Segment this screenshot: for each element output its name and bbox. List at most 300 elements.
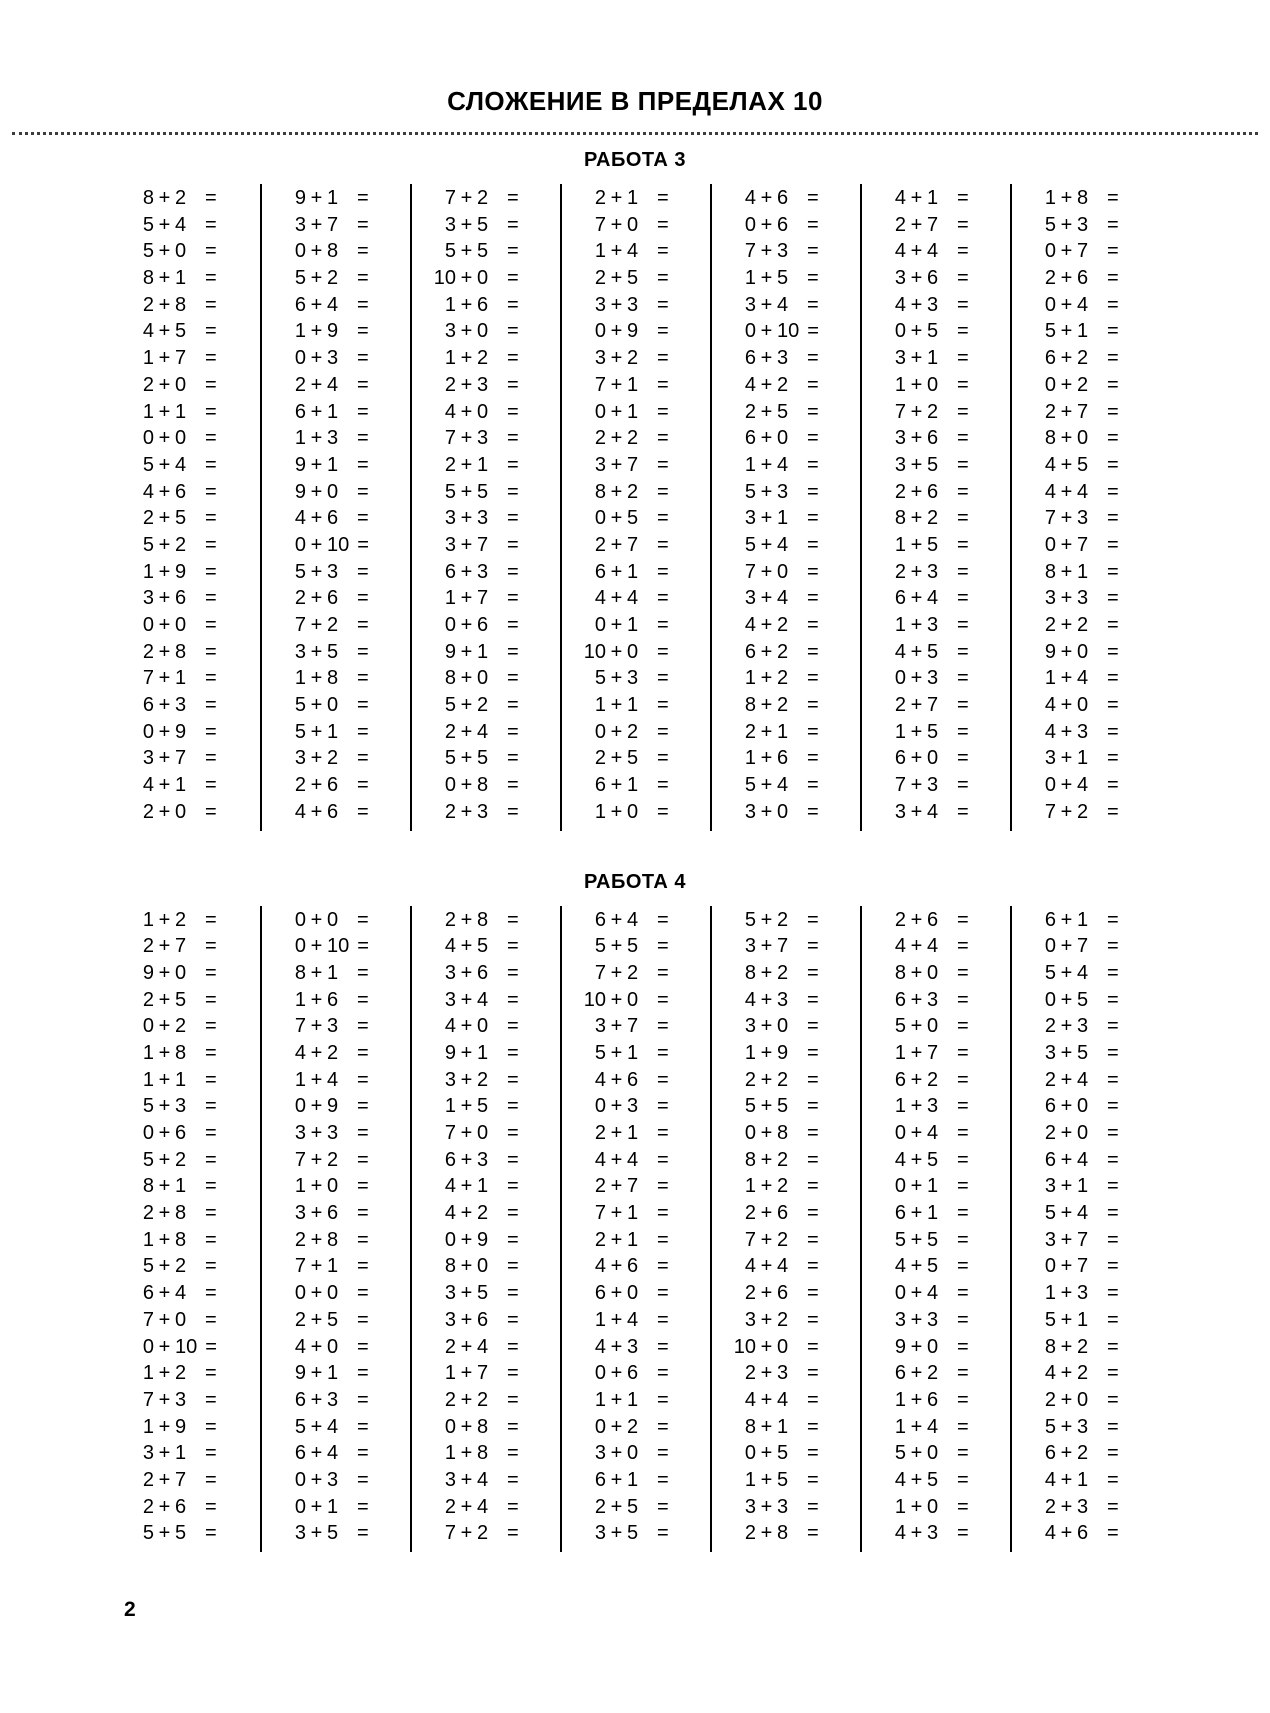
operand-a: 3 bbox=[294, 747, 306, 770]
operand-a: 6 bbox=[444, 1148, 456, 1171]
equals-sign: = bbox=[205, 267, 217, 290]
equals-sign: = bbox=[1107, 480, 1119, 503]
equals-sign: = bbox=[357, 1068, 369, 1091]
plus-operator: + bbox=[610, 1068, 623, 1091]
plus-operator: + bbox=[158, 213, 171, 236]
plus-operator: + bbox=[610, 240, 623, 263]
operand-b: 2 bbox=[477, 347, 489, 370]
equals-sign: = bbox=[657, 1228, 669, 1251]
equals-sign: = bbox=[357, 774, 369, 797]
operand-a: 3 bbox=[594, 1442, 606, 1465]
operand-a: 1 bbox=[444, 347, 456, 370]
equals-sign: = bbox=[507, 694, 519, 717]
equals-sign: = bbox=[807, 961, 819, 984]
operand-a: 1 bbox=[142, 1415, 154, 1438]
operand-b: 0 bbox=[627, 800, 639, 823]
plus-operator: + bbox=[158, 667, 171, 690]
exercise bbox=[576, 347, 710, 374]
operand-b: 4 bbox=[327, 1442, 339, 1465]
equals-sign: = bbox=[807, 800, 819, 823]
plus-operator: + bbox=[610, 1282, 623, 1305]
exercise bbox=[426, 1389, 560, 1416]
exercise bbox=[1026, 294, 1160, 321]
plus-operator: + bbox=[910, 587, 923, 610]
equals-sign: = bbox=[657, 533, 669, 556]
exercise bbox=[124, 587, 260, 614]
exercise bbox=[876, 1175, 1010, 1202]
operand-a: 2 bbox=[1044, 1068, 1056, 1091]
operand-a: 9 bbox=[894, 1335, 906, 1358]
operand-b: 4 bbox=[927, 935, 939, 958]
plus-operator: + bbox=[610, 1015, 623, 1038]
operand-b: 0 bbox=[175, 1308, 187, 1331]
operand-a: 5 bbox=[894, 1228, 906, 1251]
exercise bbox=[876, 1255, 1010, 1282]
operand-b: 3 bbox=[1077, 507, 1089, 530]
equals-sign: = bbox=[957, 1202, 969, 1225]
operand-b: 3 bbox=[1077, 1415, 1089, 1438]
exercise bbox=[124, 1496, 260, 1523]
operand-b: 1 bbox=[1077, 560, 1089, 583]
equals-sign: = bbox=[1107, 507, 1119, 530]
operand-a: 4 bbox=[444, 1175, 456, 1198]
operand-a: 7 bbox=[1044, 800, 1056, 823]
exercise bbox=[124, 1362, 260, 1389]
operand-a: 7 bbox=[444, 427, 456, 450]
exercise bbox=[876, 641, 1010, 668]
operand-b: 3 bbox=[777, 240, 789, 263]
exercise bbox=[276, 962, 410, 989]
exercise bbox=[426, 1442, 560, 1469]
operand-a: 2 bbox=[444, 1495, 456, 1518]
equals-sign: = bbox=[957, 587, 969, 610]
equals-sign: = bbox=[957, 988, 969, 1011]
exercise-column bbox=[260, 906, 410, 1553]
plus-operator: + bbox=[460, 1468, 473, 1491]
exercise bbox=[876, 267, 1010, 294]
operand-a: 9 bbox=[294, 480, 306, 503]
operand-b: 6 bbox=[175, 480, 187, 503]
equals-sign: = bbox=[657, 400, 669, 423]
exercise bbox=[576, 1522, 710, 1549]
operand-a: 0 bbox=[142, 1122, 154, 1144]
equals-sign: = bbox=[507, 293, 519, 316]
equals-sign: = bbox=[657, 747, 669, 770]
operand-b: 3 bbox=[1077, 1015, 1089, 1038]
equals-sign: = bbox=[357, 373, 369, 396]
operand-a: 5 bbox=[294, 1415, 306, 1438]
plus-operator: + bbox=[1060, 800, 1073, 823]
operand-b: 4 bbox=[627, 240, 639, 263]
plus-operator: + bbox=[310, 694, 323, 717]
exercise bbox=[426, 561, 560, 588]
plus-operator: + bbox=[460, 747, 473, 770]
operand-a: 0 bbox=[294, 935, 306, 958]
equals-sign: = bbox=[205, 720, 217, 743]
operand-b: 4 bbox=[1077, 1148, 1089, 1171]
operand-a: 8 bbox=[744, 1148, 756, 1171]
exercise bbox=[876, 294, 1010, 321]
equals-sign: = bbox=[957, 1495, 969, 1518]
operand-a: 2 bbox=[594, 1122, 606, 1144]
exercise bbox=[876, 935, 1010, 962]
plus-operator: + bbox=[910, 694, 923, 717]
equals-sign: = bbox=[807, 1308, 819, 1331]
operand-b: 1 bbox=[627, 694, 639, 717]
operand-a: 1 bbox=[444, 1095, 456, 1118]
exercise bbox=[726, 1069, 860, 1096]
plus-operator: + bbox=[460, 507, 473, 530]
plus-operator: + bbox=[910, 1148, 923, 1171]
plus-operator: + bbox=[460, 213, 473, 236]
operand-a: 7 bbox=[594, 1202, 606, 1225]
operand-b: 5 bbox=[627, 935, 639, 958]
operand-a: 0 bbox=[294, 1495, 306, 1518]
plus-operator: + bbox=[158, 1255, 171, 1278]
equals-sign: = bbox=[957, 507, 969, 530]
plus-operator: + bbox=[460, 373, 473, 396]
exercise bbox=[276, 721, 410, 748]
operand-b: 9 bbox=[327, 320, 339, 343]
plus-operator: + bbox=[910, 935, 923, 958]
exercise bbox=[1026, 1202, 1160, 1229]
equals-sign: = bbox=[957, 614, 969, 636]
operand-b: 4 bbox=[327, 1415, 339, 1438]
operand-a: 5 bbox=[1044, 1308, 1056, 1331]
plus-operator: + bbox=[610, 774, 623, 797]
plus-operator: + bbox=[1060, 1522, 1073, 1545]
equals-sign: = bbox=[657, 427, 669, 450]
plus-operator: + bbox=[610, 1442, 623, 1465]
equals-sign: = bbox=[807, 774, 819, 797]
equals-sign: = bbox=[205, 240, 217, 263]
equals-sign: = bbox=[657, 1522, 669, 1545]
exercise bbox=[124, 774, 260, 801]
operand-b: 1 bbox=[477, 1175, 489, 1198]
exercise bbox=[124, 187, 260, 214]
plus-operator: + bbox=[460, 774, 473, 797]
operand-a: 1 bbox=[744, 1468, 756, 1491]
equals-sign: = bbox=[357, 1442, 369, 1465]
exercise bbox=[876, 1122, 1010, 1149]
exercise bbox=[876, 989, 1010, 1016]
operand-b: 6 bbox=[327, 800, 339, 823]
operand-a: 0 bbox=[142, 614, 154, 636]
operand-a: 0 bbox=[894, 1282, 906, 1305]
operand-b: 2 bbox=[927, 1362, 939, 1385]
equals-sign: = bbox=[957, 1255, 969, 1278]
operand-b: 7 bbox=[1077, 240, 1089, 263]
plus-operator: + bbox=[158, 1175, 171, 1198]
plus-operator: + bbox=[158, 1041, 171, 1064]
operand-a: 1 bbox=[444, 293, 456, 316]
plus-operator: + bbox=[910, 1228, 923, 1251]
exercise bbox=[726, 1042, 860, 1069]
operand-a: 8 bbox=[744, 1415, 756, 1438]
equals-sign: = bbox=[357, 640, 369, 663]
exercise bbox=[426, 1336, 560, 1363]
operand-a: 2 bbox=[444, 800, 456, 823]
operand-b: 0 bbox=[927, 961, 939, 984]
operand-b: 2 bbox=[927, 1068, 939, 1091]
operand-b: 5 bbox=[477, 1095, 489, 1118]
operand-a: 8 bbox=[1044, 427, 1056, 450]
plus-operator: + bbox=[1060, 1415, 1073, 1438]
exercise bbox=[124, 667, 260, 694]
plus-operator: + bbox=[1060, 480, 1073, 503]
operand-a: 2 bbox=[142, 988, 154, 1011]
operand-b: 0 bbox=[927, 1442, 939, 1465]
exercise bbox=[576, 1229, 710, 1256]
exercise bbox=[726, 962, 860, 989]
operand-a: 1 bbox=[294, 1175, 306, 1198]
operand-b: 3 bbox=[1077, 587, 1089, 610]
equals-sign: = bbox=[1107, 587, 1119, 610]
operand-a: 7 bbox=[294, 1255, 306, 1278]
plus-operator: + bbox=[158, 961, 171, 984]
operand-b: 6 bbox=[927, 908, 939, 931]
plus-operator: + bbox=[460, 1362, 473, 1385]
operand-a: 3 bbox=[1044, 1228, 1056, 1251]
exercise-column bbox=[710, 906, 860, 1553]
equals-sign: = bbox=[657, 1122, 669, 1144]
exercise bbox=[726, 320, 860, 347]
equals-sign: = bbox=[1107, 935, 1119, 958]
plus-operator: + bbox=[910, 800, 923, 823]
equals-sign: = bbox=[357, 1041, 369, 1064]
exercise bbox=[276, 694, 410, 721]
exercise bbox=[726, 374, 860, 401]
plus-operator: + bbox=[460, 240, 473, 263]
equals-sign: = bbox=[657, 1015, 669, 1038]
equals-sign: = bbox=[357, 747, 369, 770]
plus-operator: + bbox=[1060, 373, 1073, 396]
operand-b: 6 bbox=[1077, 267, 1089, 290]
operand-a: 0 bbox=[594, 1095, 606, 1118]
exercise bbox=[576, 267, 710, 294]
equals-sign: = bbox=[957, 1335, 969, 1358]
operand-b: 8 bbox=[477, 1415, 489, 1438]
operand-a: 0 bbox=[294, 1282, 306, 1305]
operand-a: 5 bbox=[142, 1148, 154, 1171]
plus-operator: + bbox=[760, 507, 773, 530]
exercise bbox=[576, 534, 710, 561]
operand-a: 3 bbox=[294, 640, 306, 663]
equals-sign: = bbox=[807, 267, 819, 290]
plus-operator: + bbox=[310, 908, 323, 931]
operand-b: 0 bbox=[627, 988, 639, 1011]
equals-sign: = bbox=[1107, 1041, 1119, 1064]
equals-sign: = bbox=[357, 694, 369, 717]
equals-sign: = bbox=[957, 1175, 969, 1198]
operand-b: 8 bbox=[175, 1041, 187, 1064]
operand-b: 1 bbox=[327, 961, 339, 984]
plus-operator: + bbox=[460, 480, 473, 503]
exercise bbox=[276, 294, 410, 321]
equals-sign: = bbox=[205, 961, 217, 984]
plus-operator: + bbox=[310, 800, 323, 823]
exercise bbox=[1026, 1069, 1160, 1096]
equals-sign: = bbox=[357, 614, 369, 636]
plus-operator: + bbox=[158, 1122, 171, 1144]
plus-operator: + bbox=[610, 293, 623, 316]
operand-a: 6 bbox=[1044, 1095, 1056, 1118]
operand-a: 10 bbox=[733, 1335, 756, 1358]
operand-a: 4 bbox=[894, 640, 906, 663]
operand-a: 0 bbox=[594, 1362, 606, 1385]
operand-b: 8 bbox=[175, 640, 187, 663]
operand-a: 0 bbox=[142, 1015, 154, 1038]
operand-a: 1 bbox=[294, 988, 306, 1011]
operand-b: 2 bbox=[1077, 373, 1089, 396]
plus-operator: + bbox=[910, 1175, 923, 1198]
equals-sign: = bbox=[807, 988, 819, 1011]
equals-sign: = bbox=[1107, 373, 1119, 396]
plus-operator: + bbox=[1060, 1335, 1073, 1358]
exercise bbox=[1026, 1309, 1160, 1336]
operand-b: 3 bbox=[327, 560, 339, 583]
operand-a: 2 bbox=[444, 1388, 456, 1411]
exercise bbox=[1026, 1122, 1160, 1149]
plus-operator: + bbox=[310, 453, 323, 476]
operand-a: 2 bbox=[444, 373, 456, 396]
plus-operator: + bbox=[1060, 988, 1073, 1011]
plus-operator: + bbox=[910, 1282, 923, 1305]
operand-b: 3 bbox=[327, 347, 339, 370]
exercise bbox=[876, 721, 1010, 748]
plus-operator: + bbox=[158, 587, 171, 610]
exercise bbox=[726, 1309, 860, 1336]
equals-sign: = bbox=[807, 347, 819, 370]
operand-b: 2 bbox=[477, 187, 489, 209]
exercise bbox=[576, 294, 710, 321]
equals-sign: = bbox=[507, 453, 519, 476]
operand-a: 3 bbox=[444, 961, 456, 984]
plus-operator: + bbox=[910, 427, 923, 450]
operand-a: 1 bbox=[744, 747, 756, 770]
exercise bbox=[1026, 721, 1160, 748]
operand-b: 1 bbox=[1077, 1175, 1089, 1198]
operand-a: 2 bbox=[744, 1202, 756, 1225]
plus-operator: + bbox=[310, 533, 323, 556]
equals-sign: = bbox=[957, 240, 969, 263]
exercise bbox=[426, 320, 560, 347]
operand-b: 3 bbox=[327, 1468, 339, 1491]
equals-sign: = bbox=[657, 1202, 669, 1225]
plus-operator: + bbox=[610, 560, 623, 583]
exercise bbox=[426, 1522, 560, 1549]
exercise bbox=[726, 1282, 860, 1309]
operand-b: 3 bbox=[1077, 1282, 1089, 1305]
operand-b: 1 bbox=[175, 774, 187, 797]
exercise bbox=[726, 909, 860, 936]
operand-b: 5 bbox=[927, 1255, 939, 1278]
section-work-3 bbox=[0, 149, 1270, 831]
equals-sign: = bbox=[657, 320, 669, 343]
operand-b: 6 bbox=[927, 267, 939, 290]
plus-operator: + bbox=[610, 1522, 623, 1545]
operand-a: 4 bbox=[1044, 720, 1056, 743]
operand-a: 6 bbox=[1044, 1442, 1056, 1465]
operand-a: 3 bbox=[744, 1495, 756, 1518]
equals-sign: = bbox=[1107, 720, 1119, 743]
operand-a: 3 bbox=[894, 1308, 906, 1331]
equals-sign: = bbox=[507, 667, 519, 690]
exercise bbox=[124, 374, 260, 401]
equals-sign: = bbox=[357, 1095, 369, 1118]
equals-sign: = bbox=[1107, 1308, 1119, 1331]
exercise bbox=[276, 909, 410, 936]
exercise bbox=[276, 1149, 410, 1176]
equals-sign: = bbox=[657, 1468, 669, 1491]
equals-sign: = bbox=[807, 1202, 819, 1225]
operand-a: 5 bbox=[142, 533, 154, 556]
operand-b: 8 bbox=[327, 1228, 339, 1251]
exercise bbox=[576, 454, 710, 481]
plus-operator: + bbox=[610, 400, 623, 423]
equals-sign: = bbox=[357, 187, 369, 209]
operand-a: 1 bbox=[744, 453, 756, 476]
operand-a: 7 bbox=[294, 1148, 306, 1171]
equals-sign: = bbox=[205, 373, 217, 396]
operand-a: 1 bbox=[894, 720, 906, 743]
plus-operator: + bbox=[310, 347, 323, 370]
operand-a: 1 bbox=[594, 1308, 606, 1331]
equals-sign: = bbox=[957, 1068, 969, 1091]
exercise bbox=[876, 1389, 1010, 1416]
exercise bbox=[1026, 1282, 1160, 1309]
operand-b: 1 bbox=[927, 347, 939, 370]
plus-operator: + bbox=[610, 800, 623, 823]
equals-sign: = bbox=[507, 1228, 519, 1251]
equals-sign: = bbox=[1107, 1415, 1119, 1438]
operand-a: 2 bbox=[744, 720, 756, 743]
operand-b: 1 bbox=[927, 1202, 939, 1225]
operand-b: 1 bbox=[777, 720, 789, 743]
equals-sign: = bbox=[657, 293, 669, 316]
equals-sign: = bbox=[657, 1282, 669, 1305]
exercise bbox=[576, 1496, 710, 1523]
operand-b: 9 bbox=[175, 1415, 187, 1438]
operand-a: 6 bbox=[744, 347, 756, 370]
equals-sign: = bbox=[1107, 1468, 1119, 1491]
operand-a: 1 bbox=[894, 533, 906, 556]
equals-sign: = bbox=[807, 507, 819, 530]
plus-operator: + bbox=[1060, 1468, 1073, 1491]
operand-b: 4 bbox=[477, 1335, 489, 1358]
exercise-column bbox=[110, 906, 260, 1553]
plus-operator: + bbox=[460, 1175, 473, 1198]
operand-b: 0 bbox=[1077, 694, 1089, 717]
operand-a: 4 bbox=[142, 320, 154, 343]
operand-a: 1 bbox=[142, 560, 154, 583]
exercise bbox=[276, 1095, 410, 1122]
operand-b: 1 bbox=[175, 1442, 187, 1465]
exercise bbox=[876, 1042, 1010, 1069]
operand-b: 7 bbox=[927, 694, 939, 717]
equals-sign: = bbox=[957, 1442, 969, 1465]
plus-operator: + bbox=[910, 908, 923, 931]
operand-b: 4 bbox=[777, 774, 789, 797]
operand-b: 0 bbox=[175, 961, 187, 984]
operand-a: 5 bbox=[142, 453, 154, 476]
operand-a: 3 bbox=[744, 1015, 756, 1038]
operand-b: 2 bbox=[175, 1362, 187, 1385]
operand-b: 0 bbox=[777, 1015, 789, 1038]
exercise bbox=[276, 935, 410, 962]
plus-operator: + bbox=[760, 187, 773, 209]
operand-b: 1 bbox=[777, 1415, 789, 1438]
